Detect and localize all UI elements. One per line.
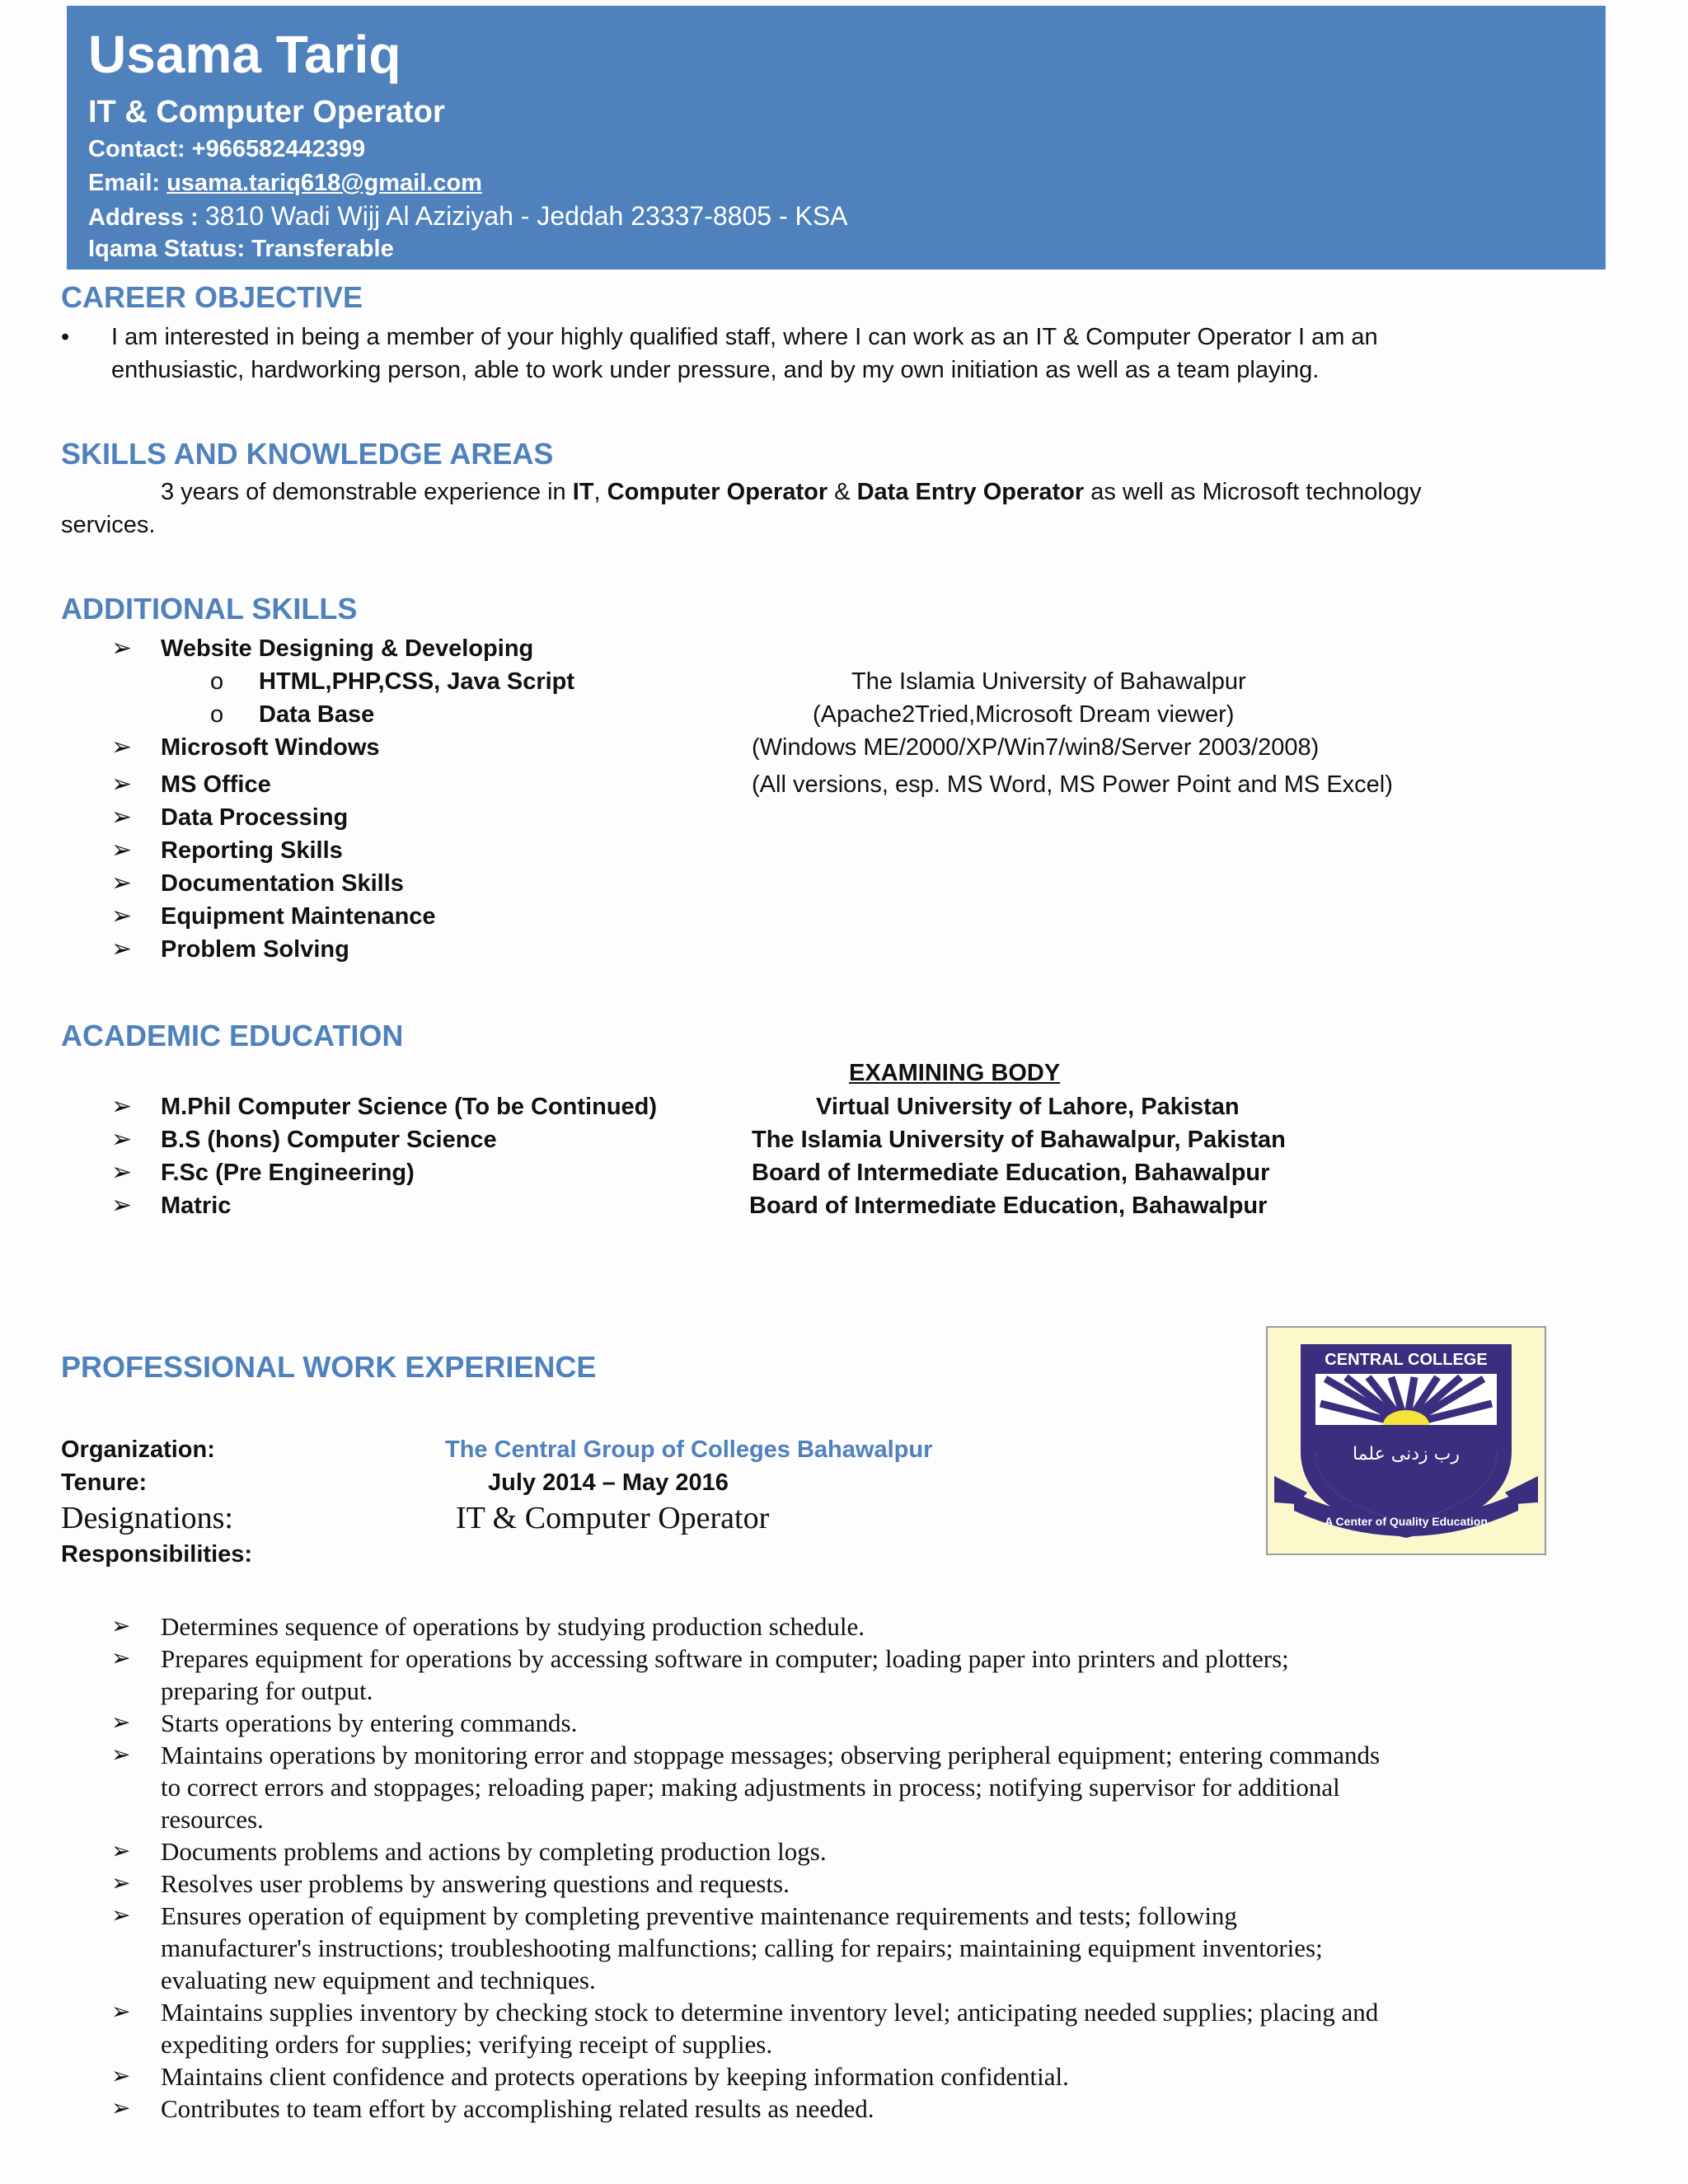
arrow-bullet-icon: ➢ [111, 1159, 133, 1186]
skills-text-post: as well as Microsoft technology [1084, 479, 1422, 505]
contact-label: Contact: [88, 136, 185, 162]
skill-msoffice: MS Office [161, 771, 271, 798]
responsibility-line: Starts operations by entering commands. [161, 1708, 578, 1737]
address-label: Address : [88, 204, 199, 231]
designation-value: IT & Computer Operator [456, 1501, 770, 1535]
skills-text-line1 [161, 479, 1422, 506]
circle-bullet-icon: o [210, 668, 224, 695]
arrow-bullet-icon: ➢ [111, 902, 133, 930]
bullet-dot-icon: • [61, 324, 70, 350]
skills-sep2: & [828, 479, 857, 505]
arrow-bullet-icon: ➢ [111, 1903, 131, 1929]
skill-msoffice-note: (All versions, esp. MS Word, MS Power Point and MS Excel) [752, 771, 1393, 798]
arrow-bullet-icon: ➢ [111, 804, 133, 831]
responsibility-item [111, 1900, 1380, 1996]
responsibility-line: Contributes to team effort by accomplishing related results as needed. [161, 2094, 874, 2123]
skill-item: Reporting Skills [161, 837, 343, 864]
responsibility-line: Maintains client confidence and protects operations by keeping information confidential. [161, 2062, 1069, 2091]
skill-web: Website Designing & Developing [161, 635, 534, 662]
college-logo [1266, 1326, 1546, 1555]
responsibility-line: Maintains operations by monitoring error and stoppage messages; observing peripheral equipment; entering commands [161, 1741, 1381, 1769]
skills-heading: SKILLS AND KNOWLEDGE AREAS [61, 437, 554, 471]
iqama-line [88, 236, 394, 263]
responsibility-line: evaluating new equipment and techniques. [161, 1966, 596, 1994]
arrow-bullet-icon: ➢ [111, 2096, 131, 2121]
logo-motto-text: رب زدنی علما [1352, 1444, 1461, 1465]
skill-windows: Microsoft Windows [161, 734, 380, 761]
skills-bold-data-entry: Data Entry Operator [856, 479, 1085, 505]
skill-item: Documentation Skills [161, 870, 404, 897]
organization-label: Organization: [61, 1436, 215, 1463]
arrow-bullet-icon: ➢ [111, 1871, 131, 1896]
arrow-bullet-icon: ➢ [111, 1192, 133, 1219]
iqama-value: Transferable [251, 236, 394, 262]
responsibility-item [111, 1707, 1380, 1739]
additional-skills-heading: ADDITIONAL SKILLS [61, 592, 358, 626]
logo-ribbon-text: A Center of Quality Education [1325, 1515, 1488, 1528]
career-objective-heading: CAREER OBJECTIVE [61, 280, 363, 314]
address-value: 3810 Wadi Wijj Al Aziziyah - Jeddah 23337-8805 - KSA [204, 201, 848, 231]
education-degree: F.Sc (Pre Engineering) [161, 1160, 415, 1186]
arrow-bullet-icon: ➢ [111, 1093, 133, 1120]
responsibility-line: Documents problems and actions by completing production logs. [161, 1837, 827, 1866]
education-degree: Matric [161, 1193, 232, 1219]
skill-windows-note: (Windows ME/2000/XP/Win7/win8/Server 2003/2008) [752, 734, 1320, 761]
skill-database-note: (Apache2Tried,Microsoft Dream viewer) [813, 701, 1235, 728]
arrow-bullet-icon: ➢ [111, 733, 133, 761]
skills-bold-it: IT [572, 479, 594, 505]
iqama-label: Iqama Status: [88, 236, 246, 262]
responsibility-line: expediting orders for supplies; verifying receipt of supplies. [161, 2030, 773, 2059]
email-line [88, 170, 482, 197]
address-line [88, 201, 848, 232]
arrow-bullet-icon: ➢ [111, 935, 133, 963]
tenure-value: July 2014 – May 2016 [488, 1469, 729, 1496]
responsibility-item [111, 1868, 1380, 1900]
email-link[interactable]: usama.tariq618@gmail.com [166, 170, 482, 196]
circle-bullet-icon: o [210, 701, 224, 728]
contact-value: +966582442399 [191, 136, 366, 162]
arrow-bullet-icon: ➢ [111, 1742, 131, 1768]
education-body: Board of Intermediate Education, Bahawalpur [749, 1193, 1268, 1219]
skills-sep1: , [593, 479, 607, 505]
responsibility-line: resources. [161, 1805, 264, 1834]
candidate-name: Usama Tariq [88, 25, 401, 84]
tenure-label: Tenure: [61, 1469, 148, 1496]
responsibilities-label: Responsibilities: [61, 1541, 253, 1568]
arrow-bullet-icon: ➢ [111, 2064, 131, 2089]
designation-label: Designations: [61, 1501, 233, 1535]
skill-item: Problem Solving [161, 936, 349, 963]
responsibility-item [111, 1835, 1380, 1868]
skill-database: Data Base [259, 701, 375, 728]
skills-bold-computer-operator: Computer Operator [607, 479, 828, 505]
skill-html: HTML,PHP,CSS, Java Script [259, 668, 575, 695]
arrow-bullet-icon: ➢ [111, 1839, 131, 1864]
responsibility-item [111, 1996, 1380, 2060]
responsibility-line: Resolves user problems by answering questions and requests. [161, 1869, 790, 1898]
responsibility-line: Maintains supplies inventory by checking stock to determine inventory level; anticipating needed supplies; placing and [161, 1998, 1379, 2027]
arrow-bullet-icon: ➢ [111, 1646, 131, 1671]
examining-body-header: EXAMINING BODY [849, 1060, 1061, 1086]
skills-text-pre: 3 years of demonstrable experience in [161, 479, 573, 505]
education-body: The Islamia University of Bahawalpur, Pakistan [752, 1127, 1286, 1153]
arrow-bullet-icon: ➢ [111, 1710, 131, 1736]
skills-text-line2: services. [61, 512, 156, 538]
work-experience-heading: PROFESSIONAL WORK EXPERIENCE [61, 1350, 597, 1384]
college-logo-graphic [1268, 1328, 1545, 1554]
responsibility-item [111, 1739, 1380, 1835]
responsibility-item [111, 1610, 1380, 1643]
candidate-role: IT & Computer Operator [88, 95, 445, 129]
education-degree: M.Phil Computer Science (To be Continued) [161, 1094, 658, 1120]
contact-line [88, 136, 365, 163]
responsibility-line: to correct errors and stoppages; reloading paper; making adjustments in process; notifying supervisor for additional [161, 1773, 1340, 1802]
responsibility-line: Ensures operation of equipment by completing preventive maintenance requirements and tests; following [161, 1901, 1237, 1930]
responsibility-item [111, 2060, 1380, 2093]
responsibility-item [111, 1643, 1380, 1707]
header-banner [67, 6, 1606, 269]
career-text-line2: enthusiastic, hardworking person, able to work under pressure, and by my own initiation as well as a team playing. [111, 357, 1320, 383]
arrow-bullet-icon: ➢ [111, 837, 133, 864]
skill-item: Data Processing [161, 804, 349, 831]
arrow-bullet-icon: ➢ [111, 1126, 133, 1153]
responsibility-line: Prepares equipment for operations by accessing software in computer; loading paper into printers and plotters; [161, 1644, 1289, 1673]
responsibility-line: manufacturer's instructions; troubleshooting malfunctions; calling for repairs; maintaining equipment inventories; [161, 1933, 1323, 1962]
skill-item: Equipment Maintenance [161, 903, 436, 930]
organization-value: The Central Group of Colleges Bahawalpur [445, 1436, 933, 1463]
responsibility-line: Determines sequence of operations by studying production schedule. [161, 1612, 865, 1641]
education-body: Board of Intermediate Education, Bahawalpur [752, 1160, 1270, 1186]
education-heading: ACADEMIC EDUCATION [61, 1019, 404, 1052]
email-label: Email: [88, 170, 161, 196]
responsibility-line: preparing for output. [161, 1676, 373, 1705]
arrow-bullet-icon: ➢ [111, 771, 133, 798]
education-degree: B.S (hons) Computer Science [161, 1127, 497, 1153]
responsibility-item [111, 2093, 1380, 2125]
responsibilities-list [111, 1610, 1380, 2125]
arrow-bullet-icon: ➢ [111, 869, 133, 897]
career-text-line1: I am interested in being a member of your highly qualified staff, where I can work as an IT & Computer Operator I am an [111, 324, 1378, 350]
logo-top-text: CENTRAL COLLEGE [1325, 1351, 1488, 1369]
skill-html-note: The Islamia University of Bahawalpur [851, 668, 1246, 695]
arrow-bullet-icon: ➢ [111, 635, 133, 662]
arrow-bullet-icon: ➢ [111, 1999, 131, 2025]
education-body: Virtual University of Lahore, Pakistan [816, 1094, 1240, 1120]
arrow-bullet-icon: ➢ [111, 1614, 131, 1639]
